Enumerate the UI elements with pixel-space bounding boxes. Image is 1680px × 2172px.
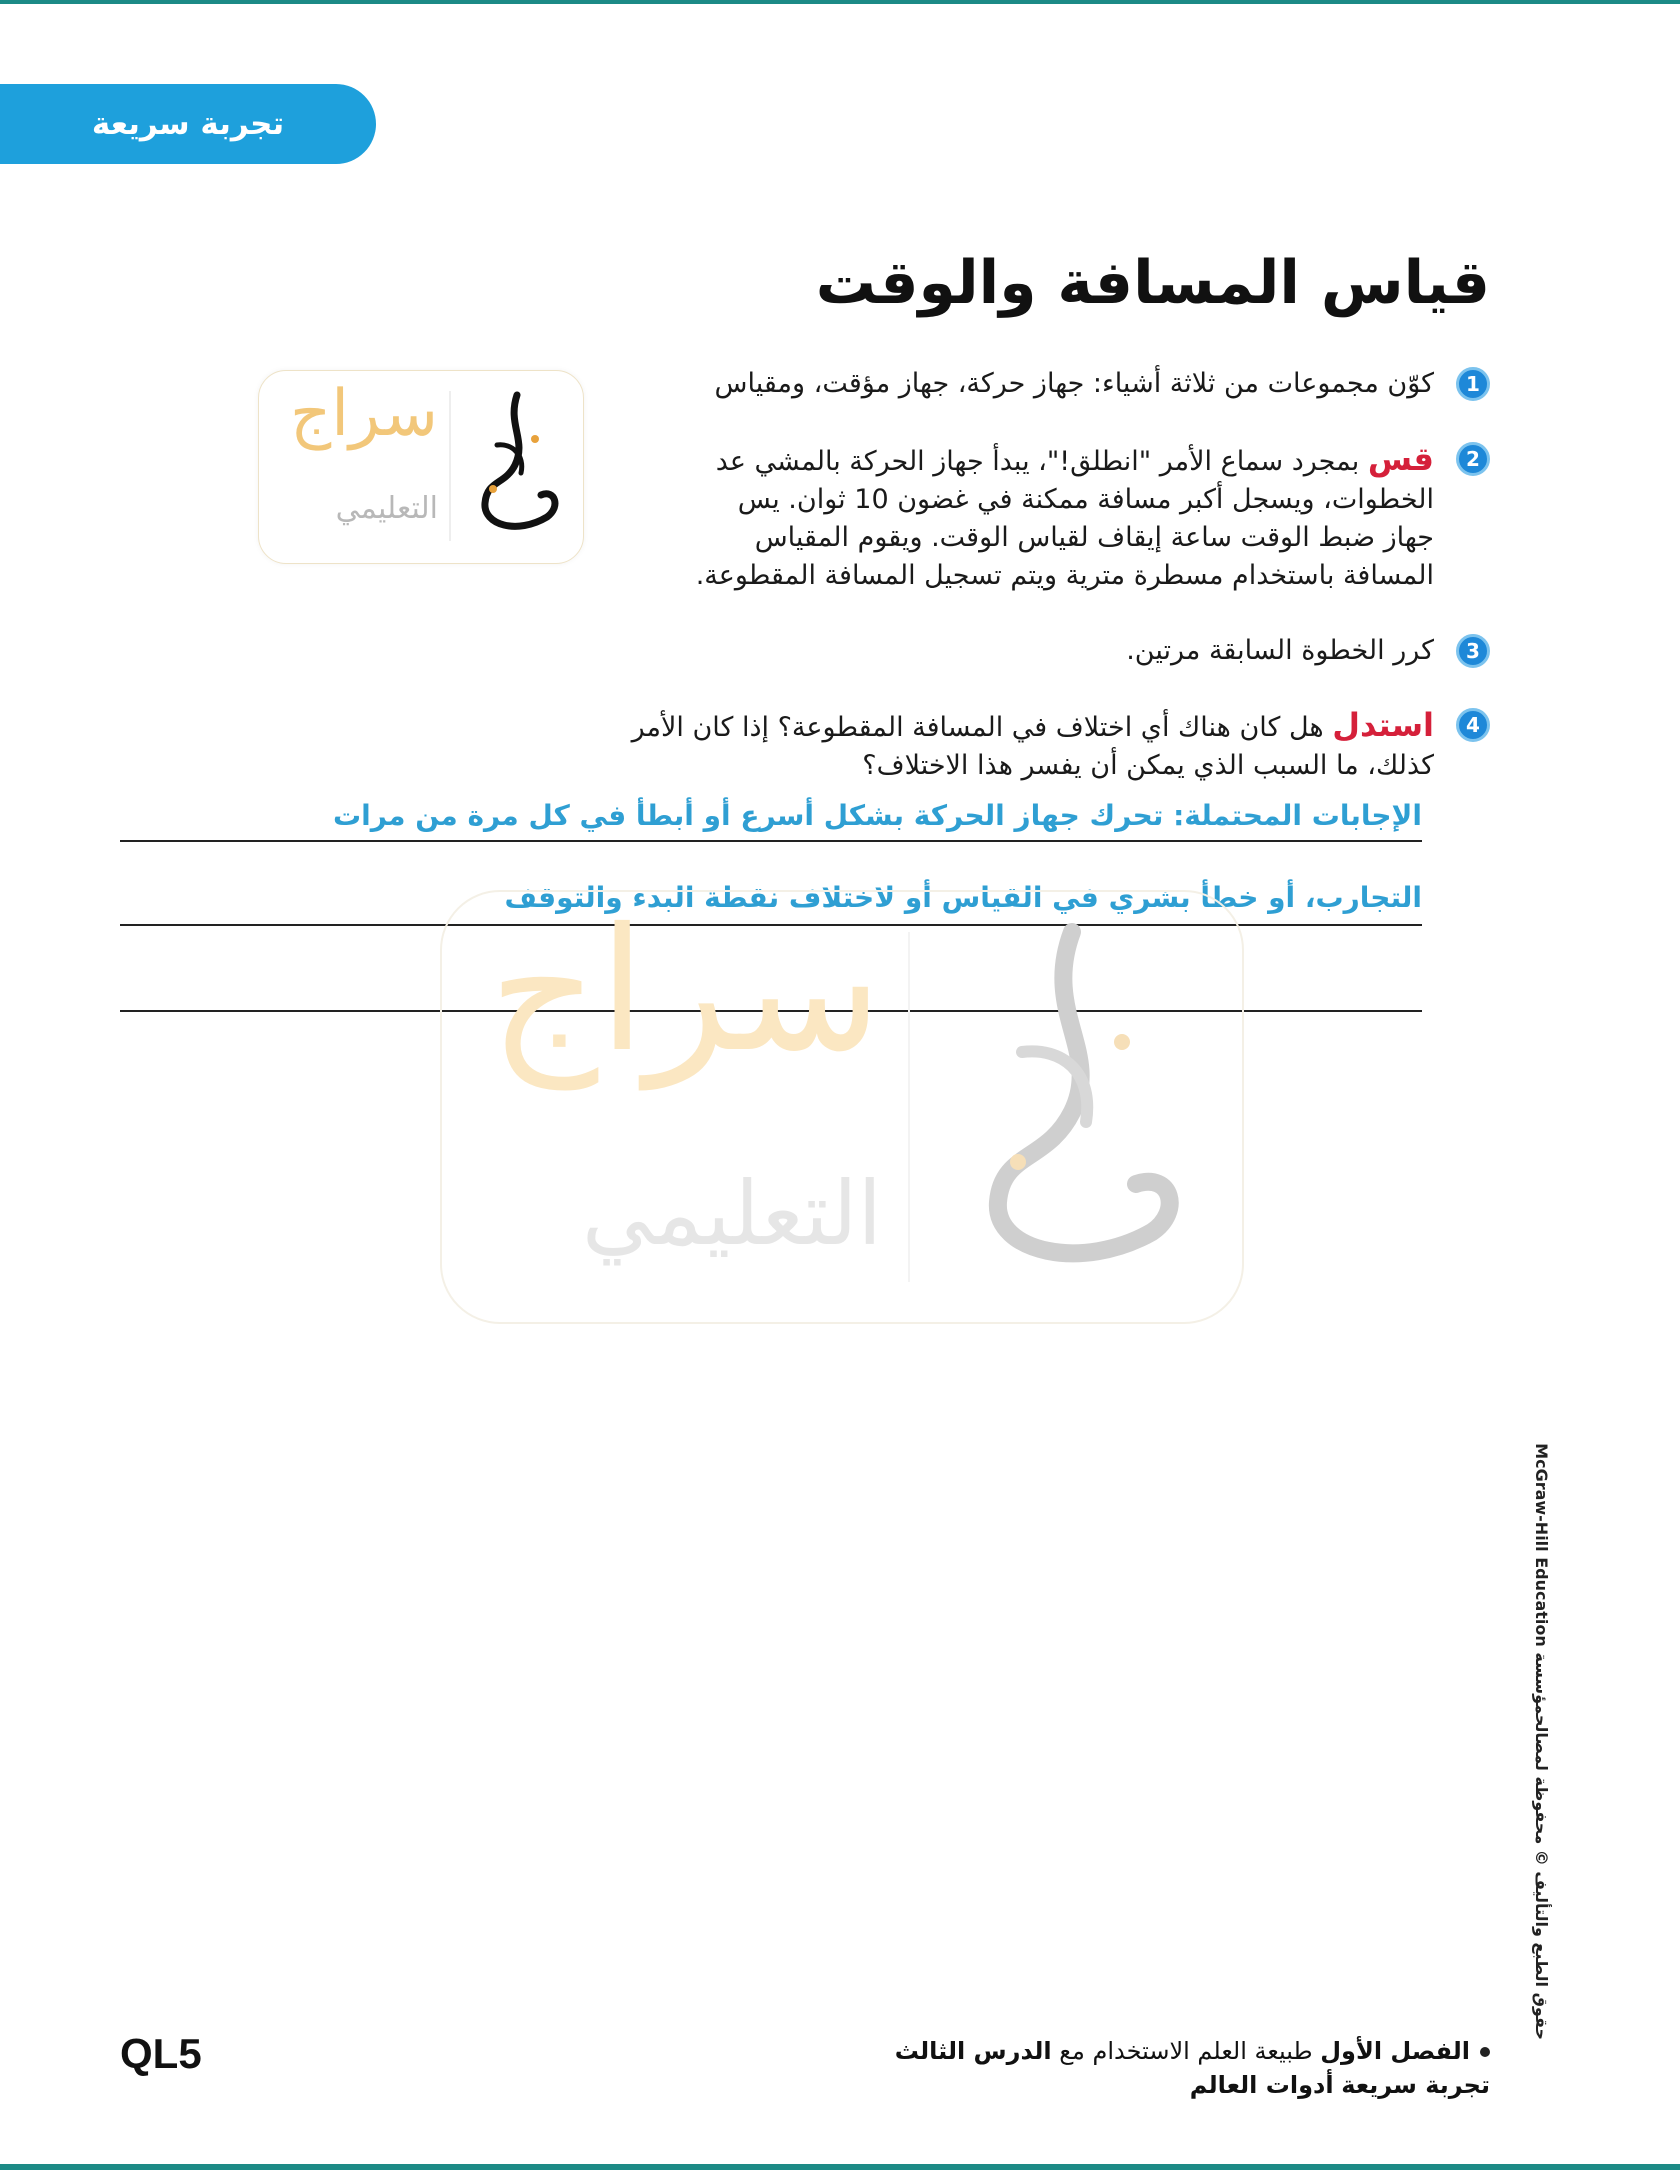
activity-label: تجربة سريعة	[1341, 2071, 1490, 2099]
watermark-sub: التعليمي	[335, 491, 438, 526]
step-text-line: بمجرد سماع الأمر "انطلق!"، يبدأ جهاز الحركة بالمشي عد	[715, 446, 1360, 477]
calligraphy-emblem-icon	[457, 385, 573, 549]
section-tag-label: تجربة سريعة	[91, 106, 285, 142]
step-text-line: المسافة باستخدام مسطرة مترية ويتم تسجيل المسافة المقطوعة.	[695, 560, 1434, 591]
step-text-line: هل كان هناك أي اختلاف في المسافة المقطوعة؟ إذا كان الأمر	[631, 712, 1324, 743]
step-text	[696, 440, 1434, 595]
calligraphy-emblem-icon	[922, 912, 1222, 1292]
step-text: كوّن مجموعات من ثلاثة أشياء: جهاز حركة، جهاز مؤقت، ومقياس	[714, 368, 1434, 399]
step-number-badge: 4	[1456, 708, 1490, 742]
chapter-label: الفصل الأول	[1320, 2037, 1470, 2065]
footer-chapter-info	[895, 2034, 1490, 2102]
top-border	[0, 0, 1680, 4]
step-text-line: كذلك، ما السبب الذي يمكن أن يفسر هذا الاختلاف؟	[862, 750, 1434, 781]
bullet-icon	[1480, 2047, 1490, 2057]
copyright-notice: حقوق الطبع والتأليف © محفوظة لمصالحمؤسسة McGraw-Hill Education	[1532, 1443, 1551, 2040]
step-text-line: جهاز ضبط الوقت ساعة إيقاف لقياس الوقت. ويقوم المقياس	[754, 522, 1434, 553]
step-number-badge: 1	[1456, 367, 1490, 401]
step-1	[715, 365, 1490, 403]
step-2	[696, 440, 1490, 595]
step-text	[632, 706, 1434, 785]
watermark-brand: سراج	[488, 892, 882, 1090]
watermark-brand: سراج	[289, 377, 438, 451]
step-number-badge: 2	[1456, 442, 1490, 476]
lesson-label: الدرس الثالث	[894, 2037, 1052, 2065]
page-title: قياس المسافة والوقت	[815, 248, 1490, 318]
step-text: كرر الخطوة السابقة مرتين.	[1126, 635, 1434, 666]
step-keyword: استدل	[1332, 706, 1434, 744]
watermark-logo-small	[258, 370, 584, 564]
section-tag	[0, 84, 376, 164]
answer-line-2: التجارب، أو خطأ بشري في القياس أو لاختلاف نقطة البدء والتوقف	[504, 881, 1422, 914]
activity-title: أدوات العالم	[1189, 2071, 1334, 2099]
answer-line-1: الإجابات المحتملة: تحرك جهاز الحركة بشكل أسرع أو أبطأ في كل مرة من مرات	[332, 799, 1422, 832]
page-code: QL5	[120, 2030, 202, 2077]
chapter-text: طبيعة العلم الاستخدام مع	[1059, 2037, 1313, 2065]
step-keyword: قس	[1367, 440, 1434, 478]
step-3	[1126, 632, 1490, 670]
step-4	[632, 706, 1490, 785]
answer-rule	[120, 840, 1422, 842]
step-text-line: الخطوات، ويسجل أكبر مسافة ممكنة في غضون 10 ثوان. يس	[737, 484, 1434, 515]
watermark-sub: التعليمي	[581, 1162, 882, 1265]
bottom-border	[0, 2164, 1680, 2170]
step-number-badge: 3	[1456, 634, 1490, 668]
watermark-logo-large	[440, 890, 1244, 1324]
